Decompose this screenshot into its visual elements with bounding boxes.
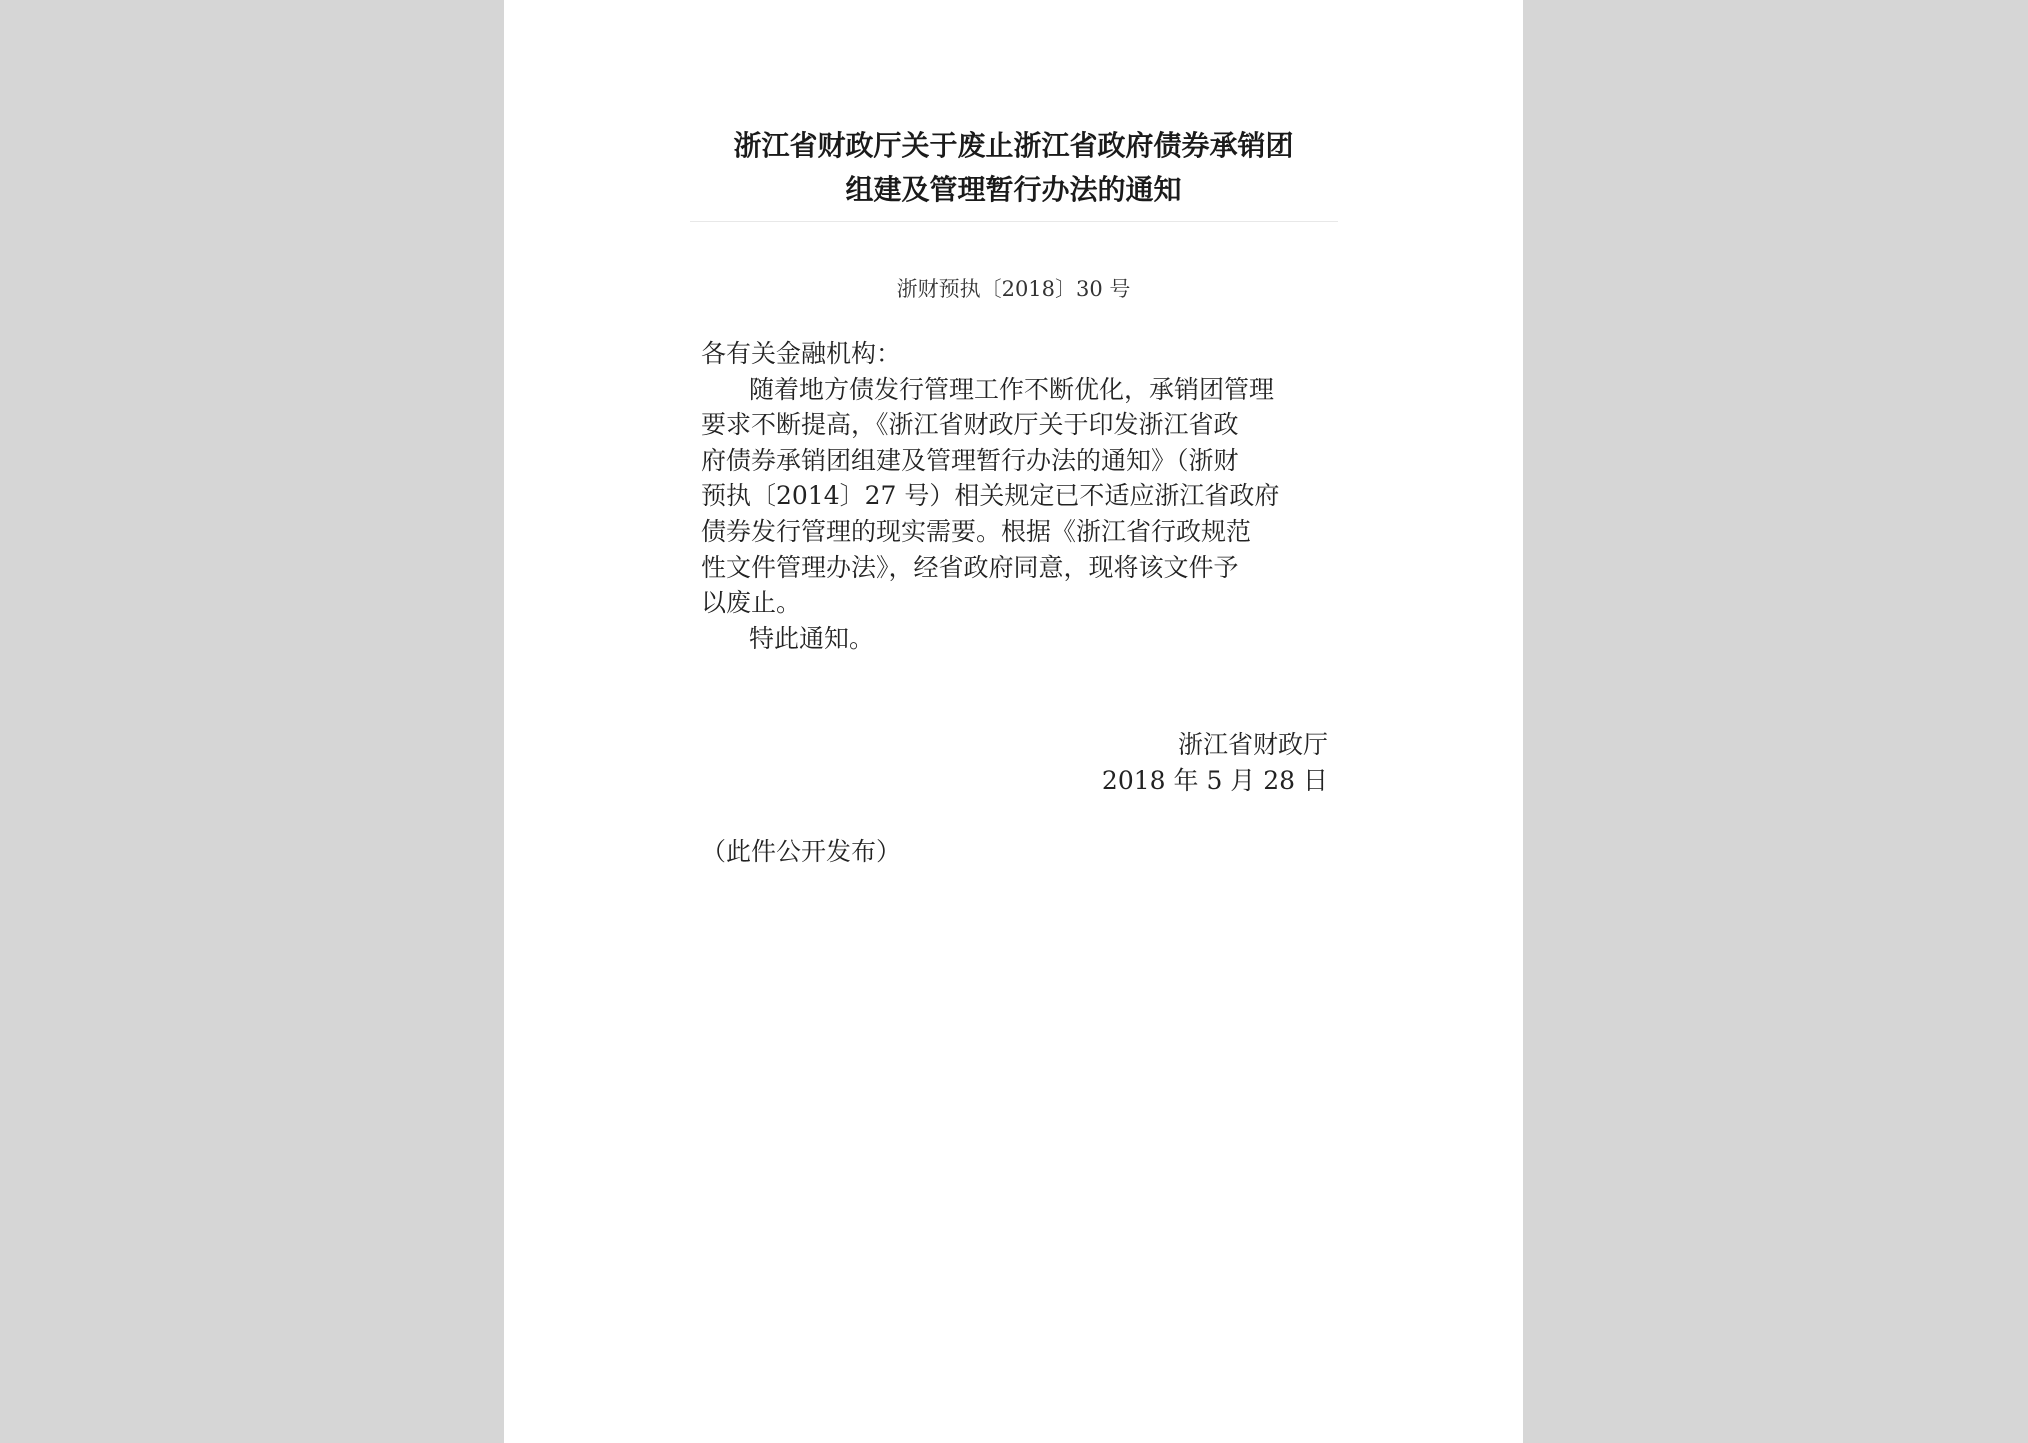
paragraph-line: 要求不断提高，《浙江省财政厅关于印发浙江省政 <box>701 410 1239 440</box>
document-title <box>692 124 1335 212</box>
document-number: 浙财预执〔2018〕30 号 <box>896 277 1131 301</box>
document-body <box>701 336 1341 656</box>
paragraph-line: 府债券承销团组建及管理暂行办法的通知》（浙财 <box>701 445 1239 475</box>
issuer-name: 浙江省财政厅 <box>1177 730 1328 759</box>
paragraph-line: 性文件管理办法》，经省政府同意，现将该文件予 <box>701 552 1239 582</box>
paragraph-line: 债券发行管理的现实需要。根据《浙江省行政规范 <box>701 516 1252 546</box>
main-paragraph <box>701 372 1341 621</box>
document-title-line-1: 浙江省财政厅关于废止浙江省政府债券承销团 <box>733 129 1294 162</box>
signature-block <box>1102 727 1328 799</box>
publication-note: （此件公开发布） <box>701 837 902 866</box>
paragraph-line: 预执〔2014〕27 号）相关规定已不适应浙江省政府 <box>701 481 1280 511</box>
paragraph-line: 随着地方债发行管理工作不断优化，承销团管理 <box>749 374 1275 404</box>
document-page <box>504 0 1523 1443</box>
paragraph-line: 以废止。 <box>701 588 802 618</box>
document-title-line-2: 组建及管理暂行办法的通知 <box>845 173 1182 206</box>
closing-remark: 特此通知。 <box>749 623 875 653</box>
issue-date: 2018 年 5 月 28 日 <box>1101 766 1328 795</box>
salutation: 各有关金融机构： <box>701 339 902 368</box>
title-divider <box>690 221 1338 222</box>
